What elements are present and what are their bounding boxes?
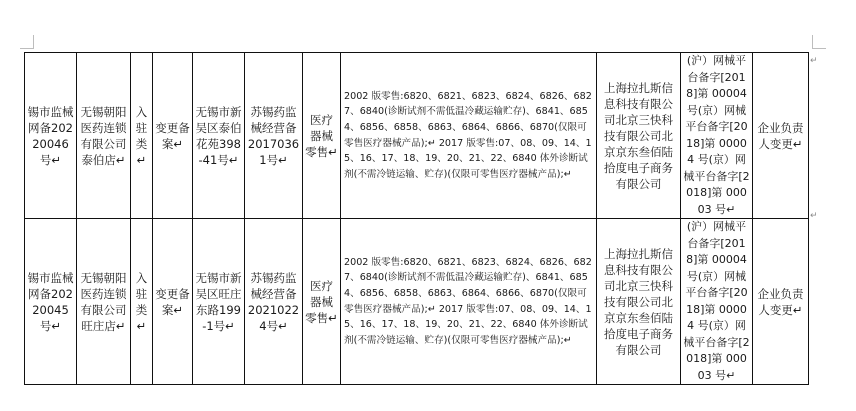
change-reason: 企业负责人变更↵ <box>753 219 809 385</box>
store-name: 无锡朝阳医药连锁有限公司旺庄店↵ <box>77 219 131 385</box>
crop-mark <box>812 35 813 49</box>
record-number: 锡市监械网备20220045号↵ <box>25 219 77 385</box>
crop-mark <box>33 35 34 49</box>
platform-operator: 上海拉扎斯信息科技有限公司北京三快科技有限公司北京京东叁佰陆拾度电子商务有限公司 <box>597 219 681 385</box>
store-name: 无锡朝阳医药连锁有限公司泰伯店↵ <box>77 53 131 219</box>
business-scope: 2002 版零售:6820、6821、6823、6824、6826、6827、6840(诊断试剂不需低温冷藏运输贮存)、6841、6854、6856、6858、6863、6864、6866、6870(仅限可零售医疗器械产品);↵ 2017 版零售:07、08、09、14、15、16、17、18、19、20、21、22、6840 体外诊断试剂(不需冷链运输、贮存)(仅限可零售医疗器械产品);↵ <box>341 219 597 385</box>
change-type: 变更备案↵ <box>153 53 193 219</box>
table-row <box>25 219 809 385</box>
platform-record: (沪）网械平台备字[2018]第 00004 号(京）网械平台备字[2018]第 00004 号(京）网械平台备字[2018]第 00003 号↵ <box>681 219 753 385</box>
change-type: 变更备案↵ <box>153 219 193 385</box>
business-mode: 医疗器械零售↵ <box>303 219 341 385</box>
business-scope: 2002 版零售:6820、6821、6823、6824、6826、6827、6840(诊断试剂不需低温冷藏运输贮存)、6841、6854、6856、6858、6863、6864、6866、6870(仅限可零售医疗器械产品);↵ 2017 版零售:07、08、09、14、15、16、17、18、19、20、21、22、6840 体外诊断试剂(不需冷链运输、贮存)(仅限可零售医疗器械产品);↵ <box>341 53 597 219</box>
category: 入驻类↵ <box>131 53 153 219</box>
platform-operator: 上海拉扎斯信息科技有限公司北京三快科技有限公司北京京东叁佰陆拾度电子商务有限公司 <box>597 53 681 219</box>
row-end-mark: ↵ <box>810 211 818 221</box>
platform-record: (沪）网械平台备字[2018]第 00004 号(京）网械平台备字[2018]第 00004 号(京）网械平台备字[2018]第 00003 号↵ <box>681 53 753 219</box>
change-reason: 企业负责人变更↵ <box>753 53 809 219</box>
filing-table <box>24 52 809 385</box>
table-row <box>25 53 809 219</box>
crop-mark <box>20 48 34 49</box>
address: 无锡市新吴区泰伯花苑398-41号↵ <box>193 53 245 219</box>
row-end-mark: ↵ <box>810 56 818 66</box>
business-mode: 医疗器械零售↵ <box>303 53 341 219</box>
category: 入驻类↵ <box>131 219 153 385</box>
address: 无锡市新吴区旺庄东路199-1号↵ <box>193 219 245 385</box>
license-number: 苏锡药监械经营备20170361号↵ <box>245 53 303 219</box>
license-number: 苏锡药监械经营备20210224号↵ <box>245 219 303 385</box>
crop-mark <box>812 48 826 49</box>
record-number: 锡市监械网备20220046号↵ <box>25 53 77 219</box>
